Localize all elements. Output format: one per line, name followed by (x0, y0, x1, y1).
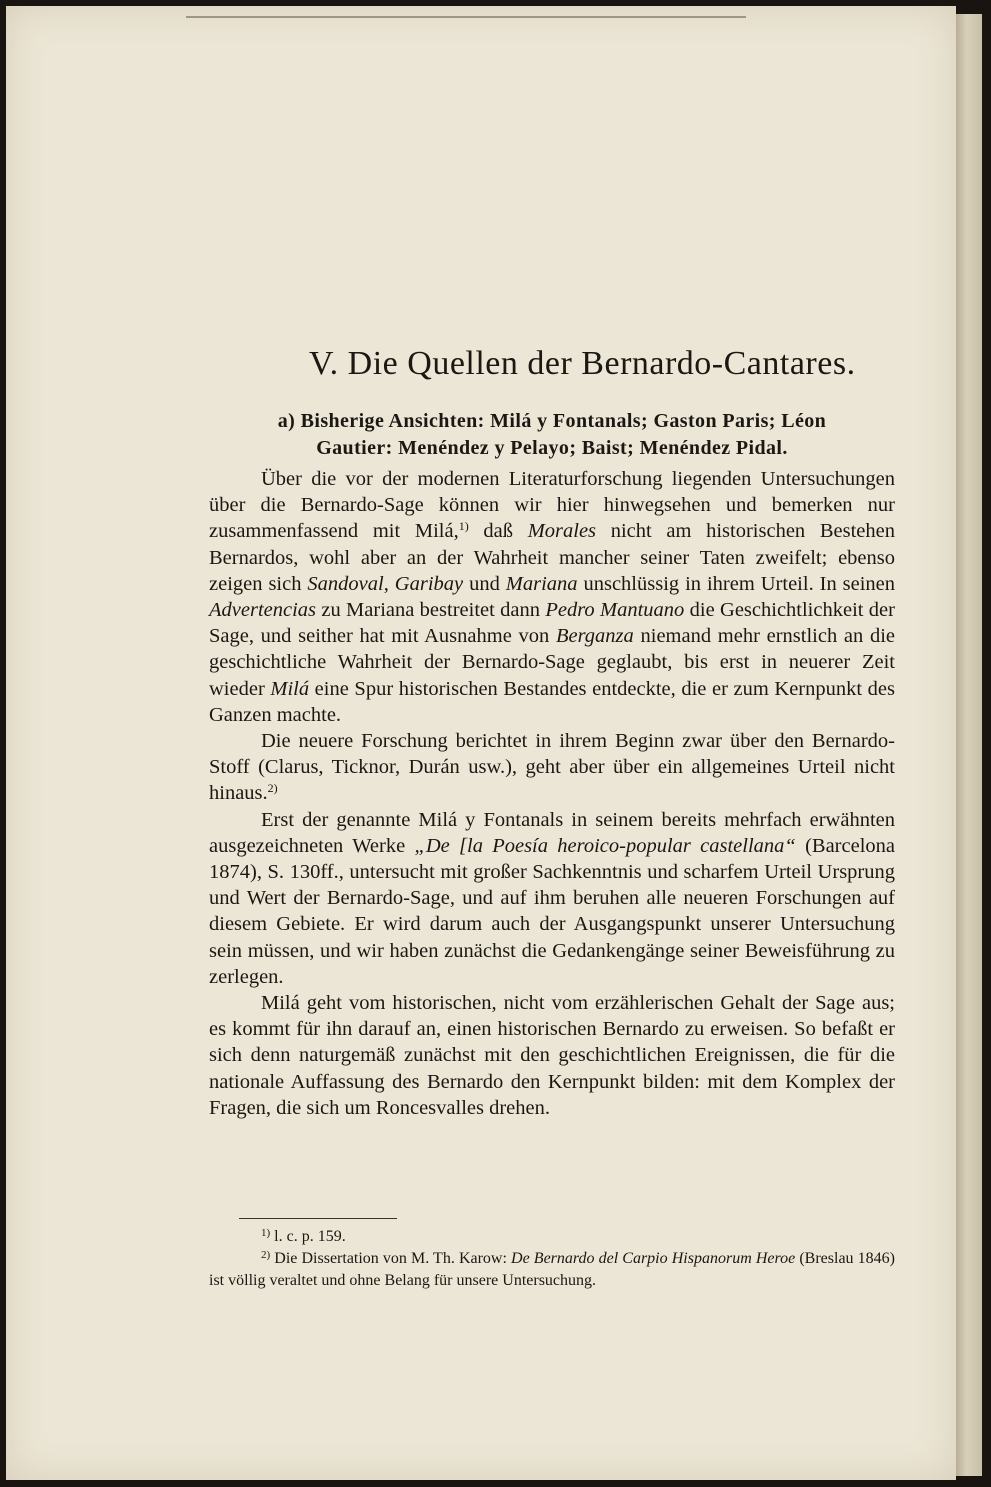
text-run: und (463, 572, 506, 595)
text-run: l. c. p. 159. (270, 1228, 346, 1245)
text-run: niemand mehr ernstlich an die geschichtliche Wahrheit der Bernardo-Sage geglaubt, bis erst in neuerer Zeit wieder (209, 625, 895, 700)
italic-title: De Bernardo del Carpio Hispanorum Heroe (511, 1250, 796, 1267)
text-run: Erst der genannte Milá y Fontanals in seinem bereits mehrfach erwähnten ausgezeichneten Werke (209, 808, 895, 857)
footnote-2 (209, 1248, 895, 1292)
text-run: (Barcelona 1874), S. 130ff., untersucht mit großer Sachkenntnis und scharfem Urteil Ursprung und Wert der Bernardo-Sage, und auf ihm beruhen alle neueren Forschungen auf diesem Gebiete. Er wird darum auch der Ausgangspunkt unserer Untersuchung sein müssen, und wir haben zunächst die Gedankengänge seiner Beweisführung zu zerlegen. (209, 834, 895, 988)
footnote-ref-2: 2) (267, 781, 278, 796)
paragraph-3 (209, 807, 895, 990)
footnote-1 (209, 1226, 895, 1248)
section-heading-line-2: Gautier: Menéndez y Pelayo; Baist; Menéndez Pidal. (316, 437, 788, 459)
italic-name: Berganza (555, 625, 634, 648)
footnotes (209, 1226, 895, 1292)
footnote-ref-1: 1) (458, 519, 469, 534)
text-run: Über die vor der modernen Literaturforschung liegenden Untersuchungen über die Bernardo-Sage können wir hier hinwegsehen und bemerken nur zusammenfassend mit Milá, (209, 468, 895, 543)
footnote-rule (239, 1218, 397, 1219)
body-text (209, 466, 895, 1121)
text-run: unschlüssig in ihrem Urteil. In seinen (577, 572, 896, 595)
text-run: die Geschichtlichkeit der Sage, und seither hat mit Ausnahme von (209, 599, 895, 648)
footnote-mark: 2) (261, 1249, 271, 1261)
paragraph-1 (209, 466, 895, 728)
text-run: nicht am historischen Bestehen Bernardos, wohl aber an der Wahrheit mancher seiner Taten zweifelt; ebenso zeigen sich (209, 520, 896, 595)
italic-name: Morales (527, 520, 597, 543)
text-run: (Breslau 1846) ist völlig veraltet und ohne Belang für unsere Untersuchung. (209, 1250, 895, 1289)
text-run: , (383, 572, 395, 595)
book-page (6, 6, 956, 1480)
italic-name: Sandoval (307, 572, 384, 595)
italic-name: Milá (270, 677, 310, 700)
paragraph-2 (209, 728, 895, 807)
section-heading-line-1: a) Bisherige Ansichten: Milá y Fontanals; Gaston Paris; Léon (277, 410, 827, 432)
italic-title: Advertencias (209, 599, 317, 622)
italic-name: Pedro Mantuano (545, 599, 685, 622)
section-heading (209, 408, 895, 462)
italic-title: „De [la Poesía heroico-popular castellana“ (414, 834, 796, 857)
text-run: daß (468, 520, 528, 543)
text-run: Milá geht vom historischen, nicht vom erzählerischen Gehalt der Sage aus; es kommt für ihn darauf an, einen historischen Bernardo zu erweisen. So befaßt er sich denn naturgemäß zunächst mit den geschichtlichen Ereignissen, die für die nationale Auffassung des Bernardo den Kernpunkt bilden: mit dem Komplex der Fragen, die sich um Roncesvalles drehen. (209, 992, 895, 1119)
footnote-mark: 1) (261, 1227, 271, 1239)
page-edge (956, 14, 982, 1476)
chapter-title: V. Die Quellen der Bernardo-Cantares. (309, 345, 856, 382)
paragraph-4 (209, 990, 895, 1121)
italic-name: Mariana (505, 572, 578, 595)
text-run: Die Dissertation von M. Th. Karow: (270, 1250, 512, 1267)
text-run: zu Mariana bestreitet dann (316, 599, 546, 622)
page-top-edge (186, 16, 746, 18)
text-run: Die neuere Forschung berichtet in ihrem Beginn zwar über den Bernardo-Stoff (Clarus, Ticknor, Durán usw.), geht aber über ein allgemeines Urteil nicht hinaus. (209, 730, 895, 805)
text-run: eine Spur historischen Bestandes entdeckte, die er zum Kernpunkt des Ganzen machte. (209, 677, 895, 726)
italic-name: Garibay (394, 572, 464, 595)
